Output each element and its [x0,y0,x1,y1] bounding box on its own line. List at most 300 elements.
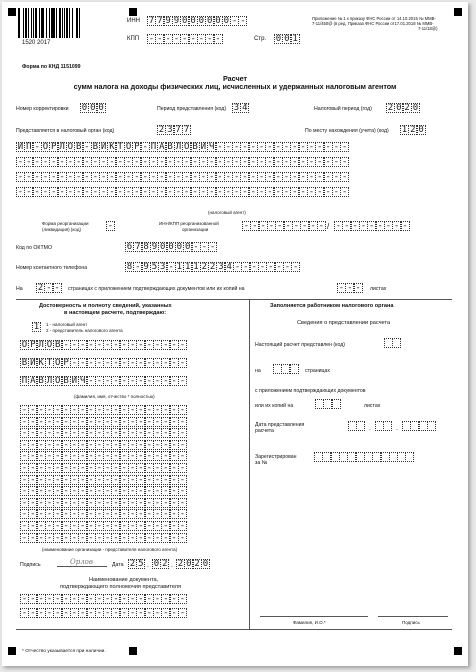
char-cell[interactable]: 3 [167,125,173,135]
char-cell[interactable]: - [258,172,265,182]
char-cell[interactable]: - [335,221,342,231]
char-cell[interactable]: - [154,358,161,368]
char-cell[interactable]: - [325,157,331,167]
char-cell[interactable]: Л [38,340,44,350]
char-cell[interactable]: - [208,187,215,197]
char-cell[interactable]: - [55,532,61,543]
char-cell[interactable]: - [179,594,186,604]
char-cell[interactable]: - [55,608,61,618]
char-cell[interactable]: - [30,474,36,485]
char-cell[interactable]: - [292,142,298,152]
char-cell[interactable]: - [96,439,103,450]
submit-date-day-field[interactable] [348,421,365,431]
char-cell[interactable]: - [79,608,86,618]
char-cell[interactable]: - [163,521,169,531]
char-cell[interactable]: - [104,439,111,450]
char-cell[interactable]: Т [117,142,123,152]
char-cell[interactable]: - [171,463,177,473]
char-cell[interactable]: - [146,521,152,531]
org-row-4[interactable] [20,440,186,450]
char-cell[interactable]: - [96,416,103,427]
char-cell[interactable]: - [233,187,240,197]
org-row-1[interactable] [20,405,186,415]
char-cell[interactable]: - [240,16,246,26]
char-cell[interactable]: - [71,405,78,415]
submit-date-year-field[interactable] [402,421,435,431]
char-cell[interactable]: - [125,187,132,197]
char-cell[interactable]: - [79,474,86,485]
char-cell[interactable]: - [30,497,36,508]
char-cell[interactable]: 1 [193,262,199,272]
char-cell[interactable]: 0 [184,242,191,252]
char-cell[interactable]: - [88,497,94,508]
char-cell[interactable]: - [96,509,103,520]
char-cell[interactable]: - [171,594,177,604]
char-cell[interactable]: - [129,451,136,462]
char-cell[interactable]: - [168,262,174,272]
char-cell[interactable]: - [355,283,361,293]
char-cell[interactable]: - [325,172,331,182]
first-name-field[interactable] [20,358,186,368]
char-cell[interactable]: - [46,428,53,439]
tax-authority-field[interactable] [157,125,190,135]
char-cell[interactable]: - [179,416,186,427]
char-cell[interactable]: - [88,428,94,439]
char-cell[interactable]: - [71,521,78,531]
char-cell[interactable]: - [63,532,69,543]
char-cell[interactable]: - [88,405,94,415]
char-cell[interactable]: - [17,187,24,197]
char-cell[interactable]: - [104,405,111,415]
char-cell[interactable]: 1 [401,125,408,135]
char-cell[interactable]: - [21,463,28,473]
org-row-9[interactable] [20,498,186,508]
char-cell[interactable]: 5 [138,559,144,569]
char-cell[interactable]: 0 [153,559,160,569]
char-cell[interactable]: - [154,486,161,497]
char-cell[interactable]: - [55,474,61,485]
char-cell[interactable]: - [92,172,99,182]
char-cell[interactable]: - [179,532,186,543]
char-cell[interactable]: - [79,509,86,520]
char-cell[interactable]: - [179,463,186,473]
char-cell[interactable]: - [113,608,119,618]
char-cell[interactable]: - [96,594,103,604]
char-cell[interactable]: - [242,142,248,152]
char-cell[interactable]: - [55,486,61,497]
char-cell[interactable]: - [104,608,111,618]
org-row-5[interactable] [20,451,186,461]
char-cell[interactable]: - [217,142,223,152]
char-cell[interactable]: - [71,474,78,485]
char-cell[interactable]: О [46,340,53,350]
char-cell[interactable]: И [100,142,107,152]
char-cell[interactable]: - [275,157,281,167]
char-cell[interactable]: И [17,142,24,152]
char-cell[interactable]: - [179,509,186,520]
char-cell[interactable]: - [100,172,107,182]
char-cell[interactable]: - [46,474,53,485]
char-cell[interactable]: - [154,509,161,520]
char-cell[interactable]: - [30,532,36,543]
char-cell[interactable]: 2 [177,559,184,569]
char-cell[interactable]: 0 [223,16,230,26]
char-cell[interactable]: - [142,142,148,152]
char-cell[interactable]: 0 [284,34,290,44]
char-cell[interactable]: - [258,142,265,152]
char-cell[interactable]: О [55,376,61,386]
char-cell[interactable]: Ч [208,142,215,152]
char-cell[interactable]: - [63,340,69,350]
char-cell[interactable]: - [146,463,152,473]
char-cell[interactable]: - [84,172,90,182]
char-cell[interactable]: - [333,172,340,182]
char-cell[interactable]: В [75,142,82,152]
char-cell[interactable]: 7 [148,16,155,26]
char-cell[interactable]: 7 [175,125,181,135]
char-cell[interactable]: - [109,172,115,182]
char-cell[interactable]: - [154,608,161,618]
char-cell[interactable]: - [30,608,36,618]
char-cell[interactable]: - [21,428,28,439]
char-cell[interactable]: - [317,142,323,152]
char-cell[interactable]: - [258,157,265,167]
char-cell[interactable]: - [21,532,28,543]
char-cell[interactable]: О [125,142,132,152]
char-cell[interactable]: - [51,172,57,182]
char-cell[interactable]: - [293,262,299,272]
char-cell[interactable]: - [171,358,177,368]
char-cell[interactable]: - [96,451,103,462]
char-cell[interactable]: - [142,172,148,182]
char-cell[interactable]: А [30,376,36,386]
char-cell[interactable]: 0 [168,242,174,252]
char-cell[interactable]: О [55,358,61,368]
char-cell[interactable]: В [63,376,69,386]
char-cell[interactable]: 0 [90,103,96,113]
char-cell[interactable]: - [88,416,94,427]
char-cell[interactable]: - [138,428,144,439]
char-cell[interactable]: - [308,187,315,197]
char-cell[interactable]: - [51,157,57,167]
char-cell[interactable]: - [333,142,340,152]
char-cell[interactable]: - [163,358,169,368]
char-cell[interactable]: - [38,428,44,439]
char-cell[interactable]: - [113,416,119,427]
char-cell[interactable]: - [267,142,273,152]
char-cell[interactable]: - [250,142,256,152]
char-cell[interactable]: - [234,262,241,272]
char-cell[interactable]: - [46,405,53,415]
char-cell[interactable]: - [259,262,266,272]
char-cell[interactable]: - [293,221,300,231]
char-cell[interactable]: - [171,439,177,450]
char-cell[interactable]: - [134,187,140,197]
char-cell[interactable]: - [154,405,161,415]
char-cell[interactable]: - [179,376,186,386]
char-cell[interactable]: - [171,509,177,520]
char-cell[interactable]: - [46,594,53,604]
char-cell[interactable]: - [325,142,331,152]
char-cell[interactable]: - [46,463,53,473]
char-cell[interactable]: - [129,486,136,497]
char-cell[interactable]: - [104,451,111,462]
char-cell[interactable]: - [146,509,152,520]
char-cell[interactable]: - [104,594,111,604]
char-cell[interactable]: - [63,608,69,618]
char-cell[interactable]: - [146,532,152,543]
char-cell[interactable]: 0 [275,34,282,44]
char-cell[interactable]: 1 [33,322,40,332]
char-cell[interactable]: - [71,463,78,473]
char-cell[interactable]: - [104,416,111,427]
char-cell[interactable]: - [163,439,169,450]
char-cell[interactable]: - [179,340,186,350]
char-cell[interactable]: - [104,463,111,473]
char-cell[interactable]: - [121,376,127,386]
char-cell[interactable]: - [242,187,248,197]
char-cell[interactable]: - [26,187,32,197]
char-cell[interactable]: - [59,157,65,167]
char-cell[interactable]: - [171,497,177,508]
org-row-6[interactable] [20,463,186,473]
char-cell[interactable]: - [292,157,298,167]
char-cell[interactable]: К [38,358,44,368]
submitted-pages-field[interactable] [273,364,298,374]
char-cell[interactable]: - [165,34,171,44]
char-cell[interactable]: - [283,142,290,152]
char-cell[interactable]: - [84,142,90,152]
char-cell[interactable]: - [193,242,199,252]
char-cell[interactable]: - [121,608,127,618]
char-cell[interactable]: Р [51,142,57,152]
char-cell[interactable]: - [142,157,148,167]
char-cell[interactable]: - [333,157,340,167]
char-cell[interactable]: - [96,474,103,485]
agent-name-row-2[interactable] [16,157,349,167]
char-cell[interactable]: - [179,486,186,497]
char-cell[interactable]: - [308,142,315,152]
char-cell[interactable]: - [46,451,53,462]
char-cell[interactable]: - [113,376,119,386]
char-cell[interactable]: - [146,405,152,415]
char-cell[interactable]: - [217,157,223,167]
char-cell[interactable]: - [121,594,127,604]
char-cell[interactable]: - [138,608,144,618]
char-cell[interactable]: - [121,497,127,508]
char-cell[interactable]: - [55,405,61,415]
char-cell[interactable]: - [55,497,61,508]
char-cell[interactable]: - [157,34,163,44]
char-cell[interactable]: - [352,221,358,231]
char-cell[interactable]: - [96,428,103,439]
char-cell[interactable] [392,338,401,348]
char-cell[interactable]: - [154,497,161,508]
char-cell[interactable]: - [317,172,323,182]
char-cell[interactable]: - [163,428,169,439]
char-cell[interactable]: 0 [396,103,402,113]
char-cell[interactable]: - [208,172,215,182]
char-cell[interactable]: 7 [183,125,190,135]
char-cell[interactable]: П [21,376,28,386]
char-cell[interactable]: - [184,187,190,197]
char-cell[interactable] [290,364,299,374]
char-cell[interactable]: - [225,172,232,182]
char-cell[interactable]: - [285,221,291,231]
char-cell[interactable]: - [21,405,28,415]
char-cell[interactable]: - [179,428,186,439]
char-cell[interactable]: - [360,221,367,231]
char-cell[interactable]: В [21,358,28,368]
char-cell[interactable]: - [71,509,78,520]
char-cell[interactable]: - [71,486,78,497]
char-cell[interactable]: - [184,157,190,167]
char-cell[interactable]: - [121,405,127,415]
char-cell[interactable]: - [338,283,345,293]
char-cell[interactable]: - [277,221,283,231]
char-cell[interactable]: - [347,283,353,293]
char-cell[interactable]: 6 [126,242,133,252]
char-cell[interactable]: - [154,376,161,386]
char-cell[interactable]: - [175,172,182,182]
char-cell[interactable]: - [109,187,115,197]
char-cell[interactable]: - [163,608,169,618]
char-cell[interactable]: - [138,376,144,386]
char-cell[interactable]: - [38,509,44,520]
char-cell[interactable] [405,452,414,462]
tax-period-field[interactable] [386,103,419,113]
char-cell[interactable]: - [113,521,119,531]
char-cell[interactable]: - [79,594,86,604]
char-cell[interactable]: - [138,340,144,350]
char-cell[interactable]: 0 [160,242,166,252]
char-cell[interactable]: - [21,486,28,497]
char-cell[interactable]: - [142,187,148,197]
char-cell[interactable]: 3 [160,262,166,272]
char-cell[interactable]: - [252,221,258,231]
signer-type-field[interactable] [32,322,40,332]
char-cell[interactable]: - [92,187,99,197]
char-cell[interactable]: - [30,416,36,427]
char-cell[interactable]: - [88,358,94,368]
char-cell[interactable]: - [292,187,298,197]
char-cell[interactable]: 3 [218,262,224,272]
kpp-field[interactable] [147,34,222,44]
char-cell[interactable]: - [231,16,238,26]
oktmo-field[interactable] [125,242,216,252]
char-cell[interactable]: - [146,486,152,497]
char-cell[interactable]: - [325,187,331,197]
char-cell[interactable]: - [179,451,186,462]
char-cell[interactable]: - [38,497,44,508]
char-cell[interactable]: - [121,463,127,473]
char-cell[interactable]: - [21,416,28,427]
char-cell[interactable]: - [113,532,119,543]
char-cell[interactable]: - [104,376,111,386]
location-code-field[interactable] [400,125,425,135]
agent-name-row-1[interactable] [16,142,349,152]
char-cell[interactable]: 7 [135,242,141,252]
char-cell[interactable]: - [42,172,49,182]
org-row-2[interactable] [20,417,186,427]
char-cell[interactable]: - [300,142,306,152]
char-cell[interactable]: - [38,416,44,427]
char-cell[interactable]: - [55,416,61,427]
char-cell[interactable]: - [146,497,152,508]
char-cell[interactable]: - [104,474,111,485]
char-cell[interactable]: - [138,509,144,520]
char-cell[interactable]: - [63,509,69,520]
char-cell[interactable]: - [71,608,78,618]
char-cell[interactable]: - [71,451,78,462]
char-cell[interactable]: - [113,594,119,604]
char-cell[interactable]: - [171,474,177,485]
char-cell[interactable]: - [84,157,90,167]
char-cell[interactable]: - [171,521,177,531]
char-cell[interactable]: - [154,451,161,462]
char-cell[interactable] [427,421,436,431]
char-cell[interactable]: - [30,463,36,473]
char-cell[interactable]: В [55,340,61,350]
char-cell[interactable]: - [129,594,136,604]
char-cell[interactable]: К [109,142,115,152]
char-cell[interactable]: 0 [190,16,196,26]
char-cell[interactable]: - [129,416,136,427]
char-cell[interactable]: - [138,497,144,508]
char-cell[interactable]: - [88,451,94,462]
char-cell[interactable]: - [113,463,119,473]
char-cell[interactable]: - [26,157,32,167]
char-cell[interactable]: - [138,416,144,427]
char-cell[interactable]: - [38,439,44,450]
char-cell[interactable]: - [75,157,82,167]
char-cell[interactable]: - [30,594,36,604]
char-cell[interactable]: - [258,187,265,197]
char-cell[interactable]: 1 [292,34,298,44]
char-cell[interactable]: - [138,405,144,415]
char-cell[interactable] [356,421,365,431]
char-cell[interactable]: 8 [126,262,133,272]
char-cell[interactable]: - [38,474,44,485]
char-cell[interactable]: - [146,451,152,462]
char-cell[interactable]: - [138,521,144,531]
char-cell[interactable]: - [113,474,119,485]
org-row-8[interactable] [20,486,186,496]
char-cell[interactable]: - [301,221,308,231]
char-cell[interactable]: - [146,608,152,618]
char-cell[interactable]: 7 [157,16,163,26]
char-cell[interactable]: - [79,532,86,543]
date-month-field[interactable] [152,559,169,569]
char-cell[interactable]: - [171,428,177,439]
char-cell[interactable]: - [71,358,78,368]
char-cell[interactable]: - [138,451,144,462]
char-cell[interactable]: О [184,142,190,152]
char-cell[interactable]: В [167,142,173,152]
char-cell[interactable]: - [267,187,273,197]
char-cell[interactable]: - [159,172,165,182]
char-cell[interactable]: - [385,221,392,231]
char-cell[interactable]: - [129,428,136,439]
char-cell[interactable]: - [121,509,127,520]
char-cell[interactable]: - [100,187,107,197]
char-cell[interactable]: - [30,486,36,497]
submitted-sheets-field[interactable] [315,399,340,409]
char-cell[interactable]: - [154,463,161,473]
char-cell[interactable]: - [71,594,78,604]
char-cell[interactable]: - [129,509,136,520]
date-year-field[interactable] [176,559,209,569]
